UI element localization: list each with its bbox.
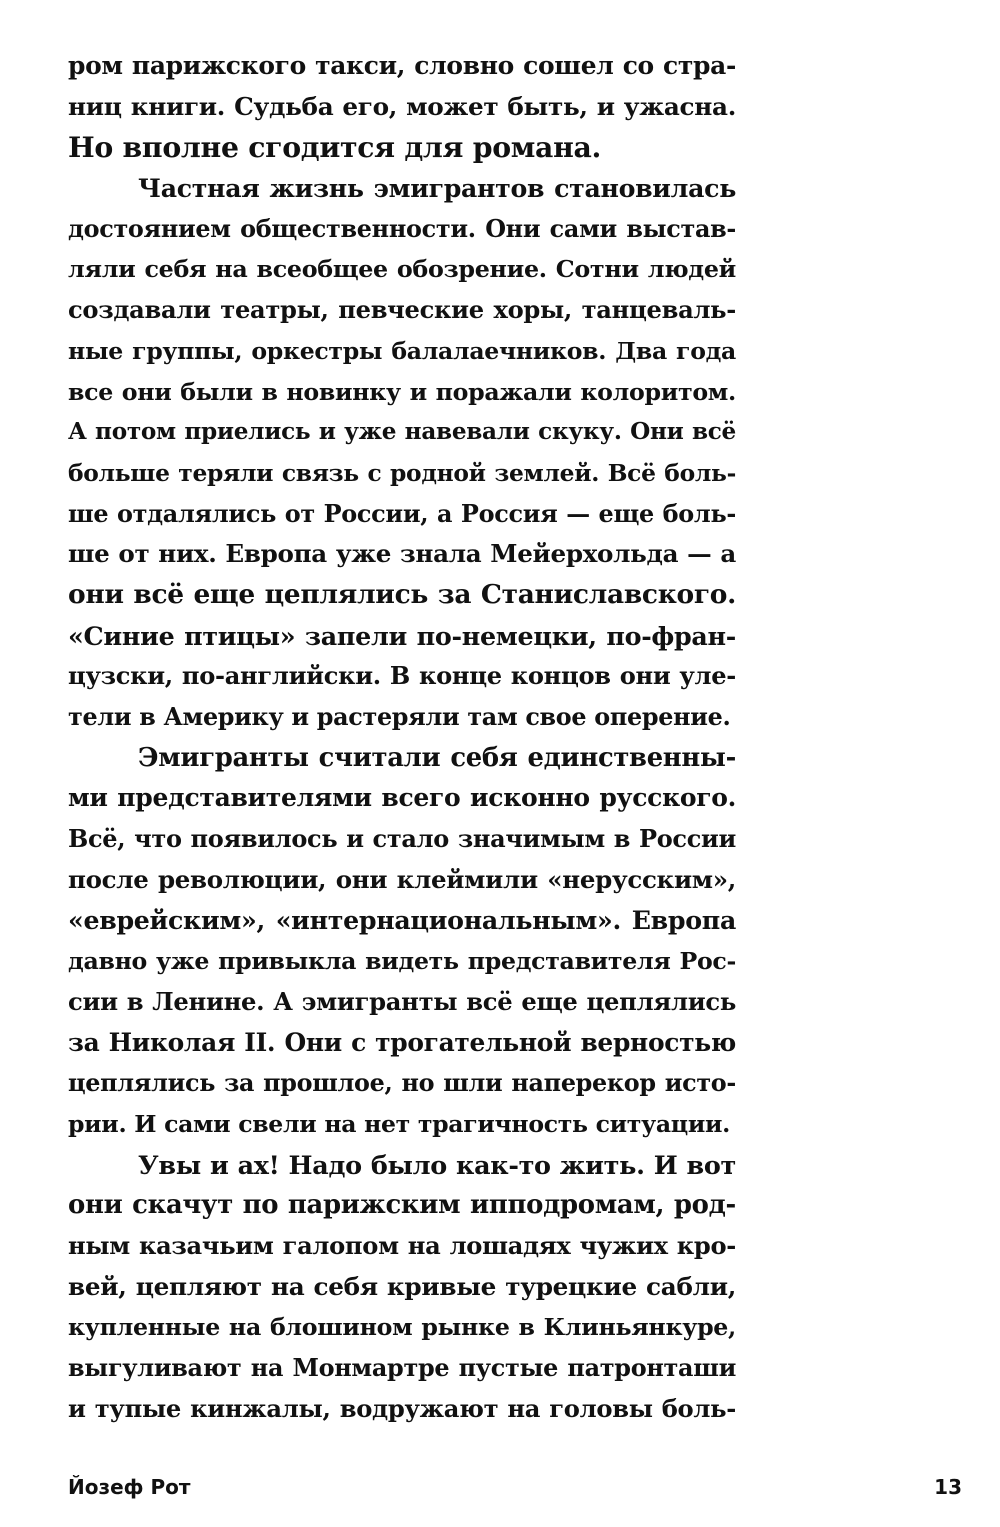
text-line: Но вполне сгодится для романа. [68, 130, 602, 165]
text-line: вей, цепляют на себя кривые турецкие сабли, [68, 1271, 736, 1301]
text-line: ми представителями всего исконно русского. [68, 783, 736, 813]
text-line: ниц книги. Судьба его, может быть, и ужасна. [68, 91, 736, 121]
text-line: купленные на блошином рынке в Клиньянкуре, [68, 1313, 736, 1342]
text-line: «еврейским», «интернациональным». Европа [68, 905, 736, 936]
page-number: 13 [934, 1475, 962, 1499]
text-line: выгуливают на Монмартре пустые патронташи [68, 1354, 736, 1382]
body-text [68, 46, 736, 1429]
text-line: ляли себя на всеобщее обозрение. Сотни людей [68, 255, 736, 284]
text-line: сии в Ленине. А эмигранты всё еще цеплялись [68, 986, 736, 1016]
text-line: и тупые кинжалы, водружают на головы боль- [68, 1393, 736, 1423]
text-line: А потом приелись и уже навевали скуку. Они всё [68, 418, 736, 446]
text-line: Увы и ах! Надо было как-то жить. И вот [138, 1149, 736, 1180]
text-line: Всё, что появилось и стало значимым в России [68, 824, 736, 854]
text-line: все они были в новинку и поражали колоритом. [68, 377, 736, 406]
text-line: они всё еще цеплялись за Станиславского. [68, 578, 736, 610]
text-line: давно уже привыкла видеть представителя Рос- [68, 947, 736, 976]
text-line: ные группы, оркестры балалаечников. Два года [68, 336, 736, 365]
running-footer-author: Йозеф Рот [68, 1475, 191, 1499]
text-line: цеплялись за прошлое, но шли наперекор исто- [68, 1069, 736, 1098]
text-line: ше от них. Европа уже знала Мейерхольда — а [68, 539, 736, 569]
text-line: Частная жизнь эмигрантов становилась [138, 173, 736, 204]
text-line: создавали театры, певческие хоры, танцеваль- [68, 295, 736, 325]
text-line: ше отдалялись от России, а Россия — еще боль- [68, 499, 736, 528]
text-line: «Синие птицы» запели по-немецки, по-фран- [68, 620, 736, 651]
text-line: цузски, по-английски. В конце концов они уле- [68, 661, 736, 691]
text-line: рии. И сами свели на нет трагичность ситуации. [68, 1109, 731, 1138]
text-line: они скачут по парижским ипподромам, род- [68, 1190, 736, 1221]
text-line: за Николая II. Они с трогательной верностью [68, 1027, 736, 1057]
text-line: ром парижского такси, словно сошел со стра- [68, 51, 736, 80]
text-line: достоянием общественности. Они сами выстав- [68, 214, 736, 243]
text-line: больше теряли связь с родной землей. Всё боль- [68, 458, 736, 487]
text-line: ным казачьим галопом на лошадях чужих кро- [68, 1230, 736, 1260]
text-line: тели в Америку и растеряли там свое оперение. [68, 703, 731, 731]
text-line: Эмигранты считали себя единственны- [138, 742, 736, 773]
text-line: после революции, они клеймили «нерусским», [68, 864, 736, 894]
